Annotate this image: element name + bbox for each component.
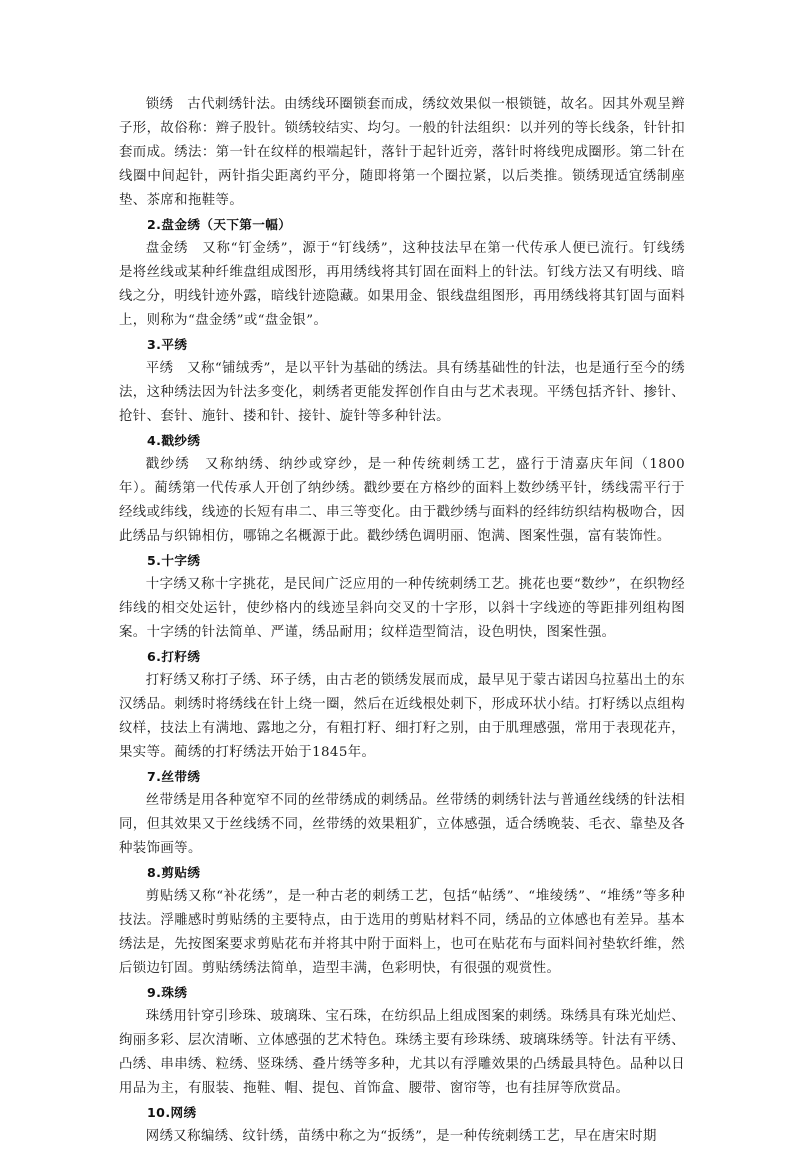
section-paragraph-4: 戳纱绣 又称纳绣、纳纱或穿纱，是一种传统刺绣工艺，盛行于清嘉庆年间（1800年）。蔺绣第一代传承人开创了纳纱绣。戳纱要在方格纱的面料上数纱绣平针，绣线需平行于经线或纬线，线迹的长短有串二、串三等变化。由于戳纱绣与面料的经纬纺织结构极吻合，因此绣品与织锦相仿，哪锦之名概源于此。戳纱绣色调明丽、饱满、图案性强，富有装饰性。	[119, 457, 685, 544]
section-heading-5: 5.十字绣	[147, 553, 201, 568]
section-heading-7: 7.丝带绣	[147, 769, 201, 784]
document-page	[119, 93, 685, 1149]
section-paragraph-5: 十字绣又称十字挑花，是民间广泛应用的一种传统刺绣工艺。挑花也要“数纱”，在织物经纬线的相交处运针，使纱格内的线迹呈斜向交叉的十字形，以斜十字线迹的等距排列组构图案。十字绣的针法简单、严谨，绣品耐用；纹样造型简洁，设色明快，图案性强。	[119, 577, 685, 640]
section-paragraph-3: 平绣 又称“铺绒秀”，是以平针为基础的绣法。具有绣基础性的针法，也是通行至今的绣法，这种绣法因为针法多变化，刺绣者更能发挥创作自由与艺术表现。平绣包括齐针、掺针、抢针、套针、施针、搂和针、接针、旋针等多种针法。	[119, 361, 685, 424]
section-paragraph-10: 网绣又称编绣、纹针绣，苗绣中称之为“扳绣”，是一种传统刺绣工艺，早在唐宋时期	[145, 1129, 657, 1144]
section-heading-2: 2.盘金绣（天下第一幅）	[147, 217, 292, 232]
section-paragraph-9: 珠绣用针穿引珍珠、玻璃珠、宝石珠，在纺织品上组成图案的刺绣。珠绣具有珠光灿烂、绚丽多彩、层次清晰、立体感强的艺术特色。珠绣主要有珍珠绣、玻璃珠绣等。针法有平绣、凸绣、串串绣、粒绣、竖珠绣、叠片绣等多种，尤其以有浮雕效果的凸绣最具特色。品种以日用品为主，有服装、拖鞋、帽、提包、首饰盒、腰带、窗帘等，也有挂屏等欣赏品。	[119, 1009, 685, 1096]
section-heading-10: 10.网绣	[147, 1105, 197, 1120]
section-heading-3: 3.平绣	[147, 337, 188, 352]
section-paragraph-7: 丝带绣是用各种宽窄不同的丝带绣成的刺绣品。丝带绣的刺绣针法与普通丝线绣的针法相同，但其效果又于丝线绣不同，丝带绣的效果粗犷，立体感强，适合绣晚装、毛衣、靠垫及各种装饰画等。	[119, 793, 685, 856]
section-heading-4: 4.戳纱绣	[147, 433, 201, 448]
section-paragraph-6: 打籽绣又称打子绣、环子绣，由古老的锁绣发展而成，最早见于蒙古诺因乌拉墓出土的东汉绣品。刺绣时将绣线在针上绕一圈，然后在近线根处刺下，形成环状小结。打籽绣以点组构纹样，技法上有满地、露地之分，有粗打籽、细打籽之别，由于肌理感强，常用于表现花卉，果实等。蔺绣的打籽绣法开始于1845年。	[119, 673, 685, 760]
section-paragraph-2: 盘金绣 又称“钉金绣”，源于“钉线绣”，这种技法早在第一代传承人便已流行。钉线绣是将丝线或某种纤维盘组成图形，再用绣线将其钉固在面料上的针法。钉线方法又有明线、暗线之分，明线针迹外露，暗线针迹隐藏。如果用金、银线盘组图形，再用绣线将其钉固与面料上，则称为“盘金绣”或“盘金银”。	[119, 241, 685, 328]
section-heading-6: 6.打籽绣	[147, 649, 201, 664]
section-heading-8: 8.剪贴绣	[147, 865, 201, 880]
section-paragraph-8: 剪贴绣又称“补花绣”，是一种古老的刺绣工艺，包括“帖绣”、“堆绫绣”、“堆绣”等多种技法。浮雕感时剪贴绣的主要特点，由于选用的剪贴材料不同，绣品的立体感也有差异。基本绣法是，先按图案要求剪贴花布并将其中附于面料上，也可在贴花布与面料间衬垫软纤维，然后锁边钉固。剪贴绣绣法简单，造型丰满，色彩明快，有很强的观赏性。	[119, 889, 685, 976]
intro-paragraph: 锁绣 古代刺绣针法。由绣线环圈锁套而成，绣纹效果似一根锁链，故名。因其外观呈辫子形，故俗称：辫子股针。锁绣较结实、均匀。一般的针法组织：以并列的等长线条，针针扣套而成。绣法：第一针在纹样的根端起针，落针于起针近旁，落针时将线兜成圈形。第二针在线圈中间起针，两针指尖距离约平分，随即将第一个圈拉紧，以后类推。锁绣现适宜绣制座垫、茶席和拖鞋等。	[119, 97, 685, 208]
section-heading-9: 9.珠绣	[147, 985, 188, 1000]
